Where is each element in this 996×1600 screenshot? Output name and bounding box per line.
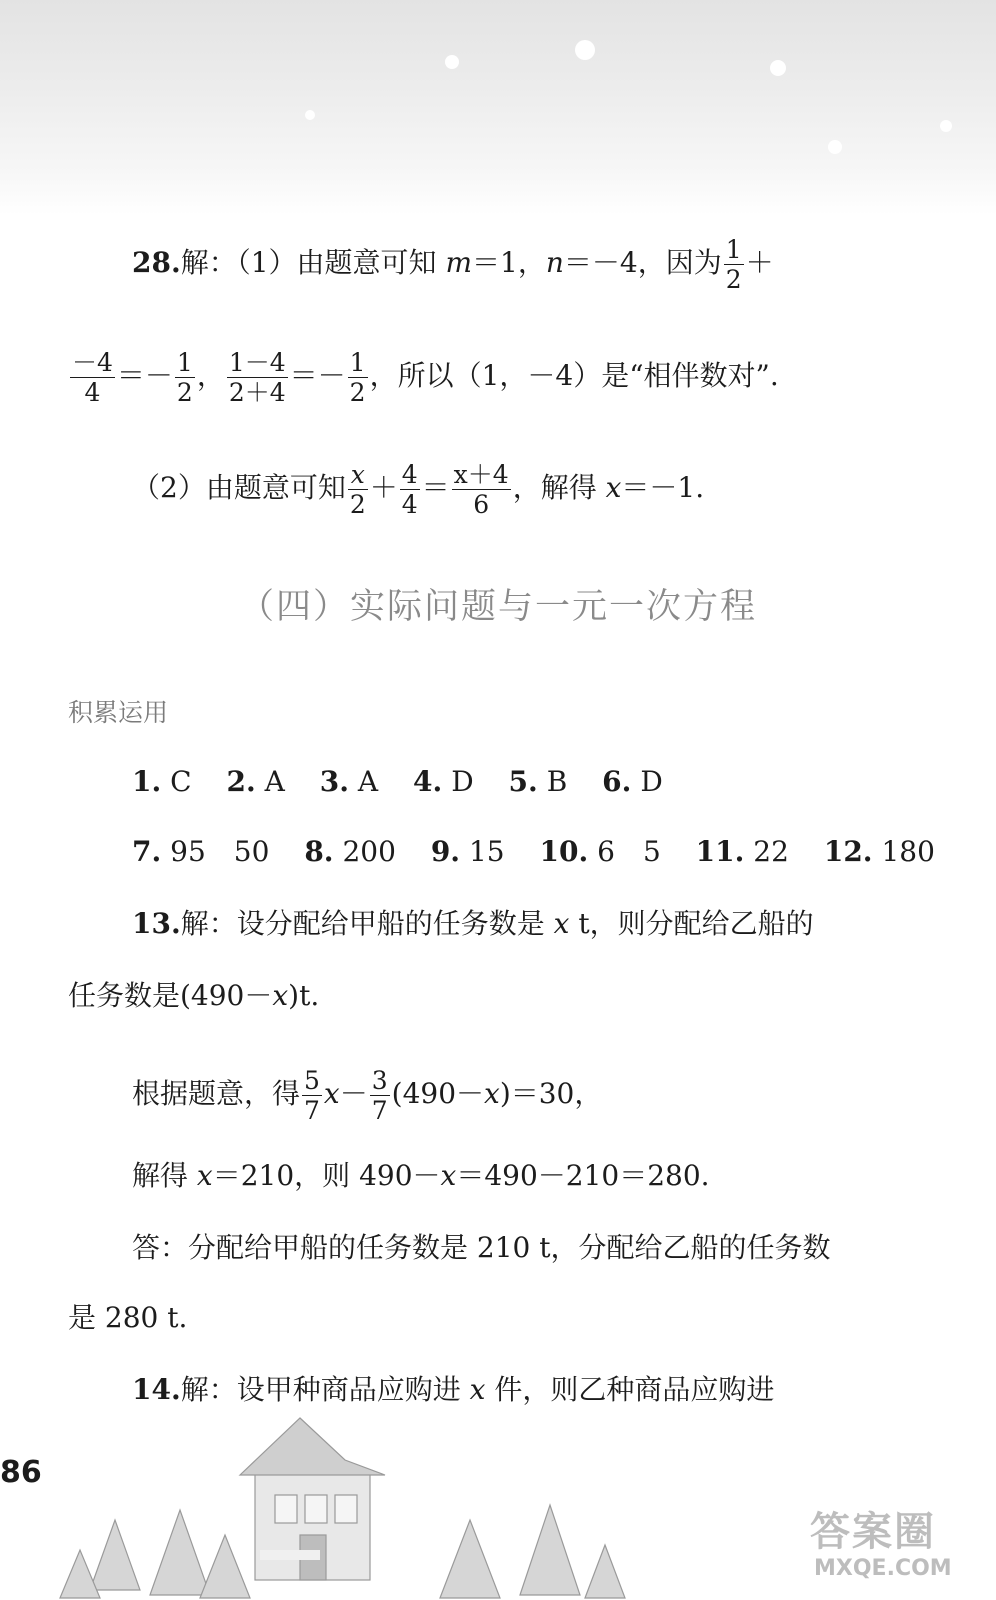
problem-13-line-6: 是 280 t. — [68, 1301, 188, 1334]
snowflake-decoration — [828, 140, 842, 154]
answers-row-2: 7. 95 50 8. 200 9. 15 10. 6 5 11. 22 12. 180 — [132, 835, 935, 868]
fraction: $\frac{x+4}{6}$ — [453, 460, 509, 519]
tree-icon — [440, 1520, 500, 1598]
page-number: 86 — [0, 1455, 42, 1490]
fraction: $\frac{5}{7}$ — [304, 1066, 320, 1125]
watermark-logo: 答案圈 MXQE.COM — [810, 1509, 952, 1581]
problem-13-line-1: 13.解：设分配给甲船的任务数是 x t，则分配给乙船的 — [132, 907, 814, 940]
problem-13-line-4: 解得 x＝210，则 490－x＝490－210＝280. — [132, 1159, 710, 1192]
snowflake-decoration — [940, 120, 952, 132]
tree-icon — [585, 1545, 625, 1598]
tree-icon — [60, 1550, 100, 1598]
problem-14-line-1: 14.解：设甲种商品应购进 x 件，则乙种商品应购进 — [132, 1373, 775, 1406]
answers-row-1: 1. C 2. A 3. A 4. D 5. B 6. D — [132, 765, 663, 798]
tree-icon — [90, 1520, 140, 1590]
tree-icon — [150, 1510, 210, 1595]
problem-28-line-2: $\frac{-4}{4}$ ＝－ $\frac{1}{2}$ ， $\frac{1-4}{2+4}$ ＝－ $\frac{1}{2}$ ，所以（1，－4）是“相伴数对”. — [72, 348, 779, 407]
fraction: $\frac{1-4}{2+4}$ — [228, 348, 286, 407]
tree-icon — [520, 1505, 580, 1595]
house-icon — [240, 1418, 385, 1580]
problem-number: 13. — [132, 907, 181, 940]
problem-number: 28. — [132, 246, 181, 279]
problem-number: 14. — [132, 1373, 181, 1406]
problem-13-line-2: 任务数是(490－x)t. — [68, 979, 320, 1012]
snowflake-decoration — [575, 40, 595, 60]
problem-28-line-1: 28.解：（1）由题意可知 m＝1，n＝－4，因为 $\frac{1}{2}$ ＋ — [132, 235, 774, 294]
snowflake-decoration — [445, 55, 459, 69]
snowflake-decoration — [305, 110, 315, 120]
fraction: $\frac{-4}{4}$ — [72, 348, 113, 407]
fraction: $\frac{x}{2}$ — [349, 460, 366, 519]
fraction: $\frac{3}{7}$ — [371, 1066, 388, 1125]
problem-28-line-3: （2）由题意可知 $\frac{x}{2}$ ＋ $\frac{4}{4}$ ＝ $\frac{x+4}{6}$ ，解得 x＝－1. — [132, 460, 705, 519]
snowflake-decoration — [770, 60, 786, 76]
tree-icon — [200, 1535, 250, 1598]
fraction: $\frac{4}{4}$ — [401, 460, 418, 519]
fraction: $\frac{1}{2}$ — [725, 235, 742, 294]
section-title: （四）实际问题与一元一次方程 — [238, 587, 757, 627]
fraction: $\frac{1}{2}$ — [176, 348, 193, 407]
sub-section-label: 积累运用 — [68, 698, 169, 727]
problem-13-line-3: 根据题意，得 $\frac{5}{7}$ x－ $\frac{3}{7}$ (490－x)＝30， — [132, 1066, 603, 1125]
top-decorative-band — [0, 0, 996, 215]
fraction: $\frac{1}{2}$ — [349, 348, 366, 407]
problem-13-line-5: 答：分配给甲船的任务数是 210 t，分配给乙船的任务数 — [132, 1231, 831, 1264]
